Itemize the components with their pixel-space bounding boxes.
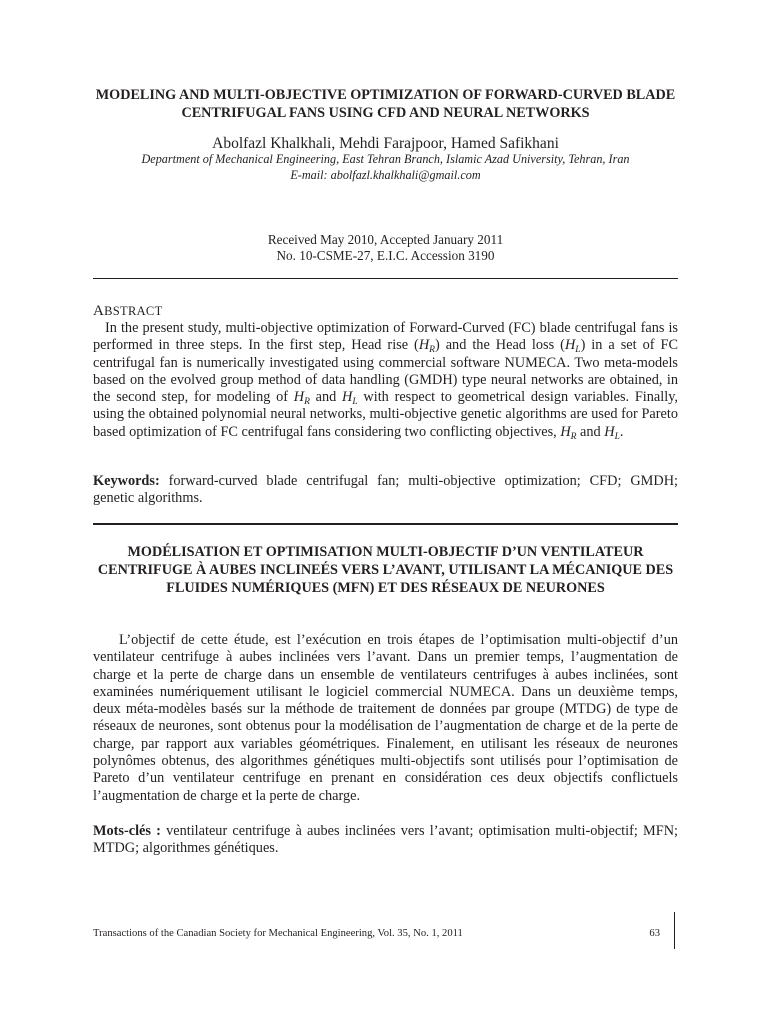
math-sub: R: [570, 431, 577, 442]
author-list: Abolfazl Khalkhali, Mehdi Farajpoor, Hamed Safikhani: [212, 135, 559, 152]
abstract-segment: with respect to geometrical design variables. Finally, using the obtained polynomial neural networks, multi-objective genetic algorithms are used for Pareto based optimization of FC centrifugal fans considering two conflicting objectives,: [93, 389, 678, 440]
math-var: H: [293, 389, 305, 406]
page-number: 63: [649, 928, 660, 939]
math-sub: L: [614, 431, 620, 442]
math-var: H: [604, 423, 615, 440]
math-var: H: [564, 337, 576, 354]
mots-cles-label: Mots-clés :: [93, 823, 161, 839]
email-line: E-mail: abolfazl.khalkhali@gmail.com: [290, 167, 481, 182]
abstract-segment: ) and the Head loss (: [434, 337, 565, 354]
received-line: Received May 2010, Accepted January 2011: [267, 232, 504, 247]
math-sub: L: [352, 397, 358, 408]
section-divider: [93, 523, 678, 525]
keywords-label: Keywords:: [93, 473, 160, 489]
affiliation-line: Department of Mechanical Engineering, East Tehran Branch, Islamic Azad University, Tehran, Iran: [141, 152, 630, 166]
abstract-heading-initial: A: [93, 303, 105, 319]
abstract-heading: [93, 303, 163, 320]
abstract-segment: and: [309, 389, 343, 406]
math-sub: R: [304, 397, 310, 408]
abstract-heading-rest: BSTRACT: [104, 304, 163, 318]
math-sub: L: [575, 345, 581, 356]
mots-cles-text: ventilateur centrifuge à aubes inclinées vers l’avant; optimisation multi-objectif; MFN; MTDG; algorithmes génétiques.: [93, 823, 678, 857]
submission-info: [93, 232, 678, 263]
footer-corner-mark: [674, 912, 675, 949]
keywords-section: [93, 473, 678, 508]
abstract-segment: .: [619, 423, 624, 440]
paper-title: MODELING AND MULTI-OBJECTIVE OPTIMIZATION OF FORWARD-CURVED BLADE CENTRIFUGAL FANS USING CFD AND NEURAL NETWORKS: [95, 87, 676, 121]
abstract-segment: and: [576, 423, 605, 440]
french-title: MODÉLISATION ET OPTIMISATION MULTI-OBJECTIF D’UN VENTILATEUR CENTRIFUGE À AUBES INCLINEÉS VERS L’AVANT, UTILISANT LA MÉCANIQUE DES FLUIDES NUMÉRIQUES (MFN) ET DES RÉSEAUX DE NEURONES: [97, 544, 674, 596]
keywords-text: forward-curved blade centrifugal fan; multi-objective optimization; CFD; GMDH; genetic algorithms.: [93, 473, 678, 507]
accession-line: No. 10-CSME-27, E.I.C. Accession 3190: [276, 247, 495, 263]
author-affiliation: [93, 152, 678, 183]
french-abstract-text: L’objectif de cette étude, est l’exécution en trois étapes de l’optimisation multi-objectif d’un ventilateur centrifuge à aubes inclinées vers l’avant. Dans un premier temps, l’augmentation de charge et la perte de charge dans un ensemble de ventilateurs centrifuges à aubes inclinées, sont examinées numériquement utilisant le logiciel commercial NUMECA. Dans un deuxième temps, deux méta-modèles basés sur la méthode de traitement de données par groupe (MTDG) de type de réseaux de neurones, sont obtenus pour la modélisation de l’augmentation de charge et de la perte de charge, par rapport aux variables géométriques. Finalement, en utilisant les réseaux de neurones polynômes obtenus, des algorithmes génétiques multi-objectifs sont utilisés pour l’optimisation de Pareto d’un ventilateur centrifuge en prenant en considération ces deux objectifs conflictuels l’augmentation de charge et la perte de charge.: [93, 632, 678, 804]
math-var: H: [418, 337, 430, 354]
mots-cles-section: [93, 823, 678, 858]
journal-citation: Transactions of the Canadian Society for Mechanical Engineering, Vol. 35, No. 1, 2011: [93, 928, 463, 939]
paper-page: [93, 0, 678, 1024]
math-var: H: [342, 389, 353, 406]
header-divider: [93, 278, 678, 279]
abstract-text: [93, 320, 678, 441]
math-var: H: [560, 423, 571, 440]
abstract-segment: In the present study, multi-objective optimization of Forward-Curved (FC) blade centrifugal fans is performed in three steps. In the first step, Head rise (: [93, 320, 678, 354]
math-sub: R: [429, 345, 435, 356]
abstract-segment: ) in a set of FC centrifugal fan is numerically investigated using commercial software NUMECA. Two meta-models based on the evolved group method of data handling (GMDH) type neural networks are obtained, in the second step, for modeling of: [93, 337, 678, 406]
